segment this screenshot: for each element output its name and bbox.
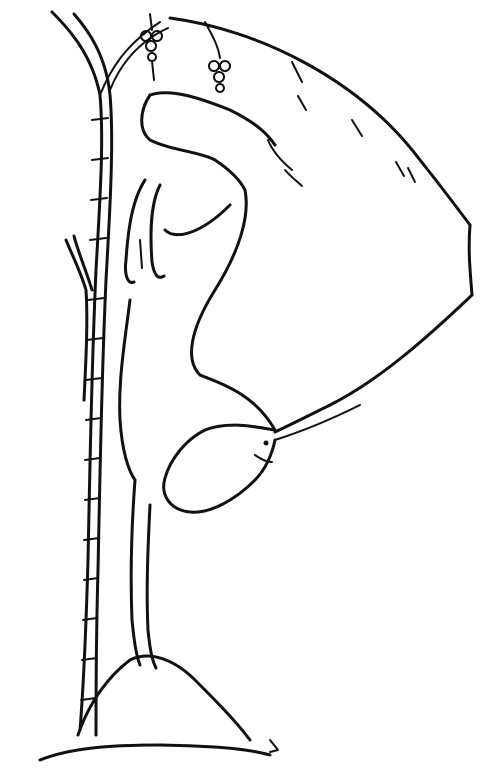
fox-figure [120, 93, 360, 668]
grape-bunch-right [205, 22, 230, 92]
ground-rock [40, 656, 278, 760]
vine-trunk [52, 12, 168, 735]
